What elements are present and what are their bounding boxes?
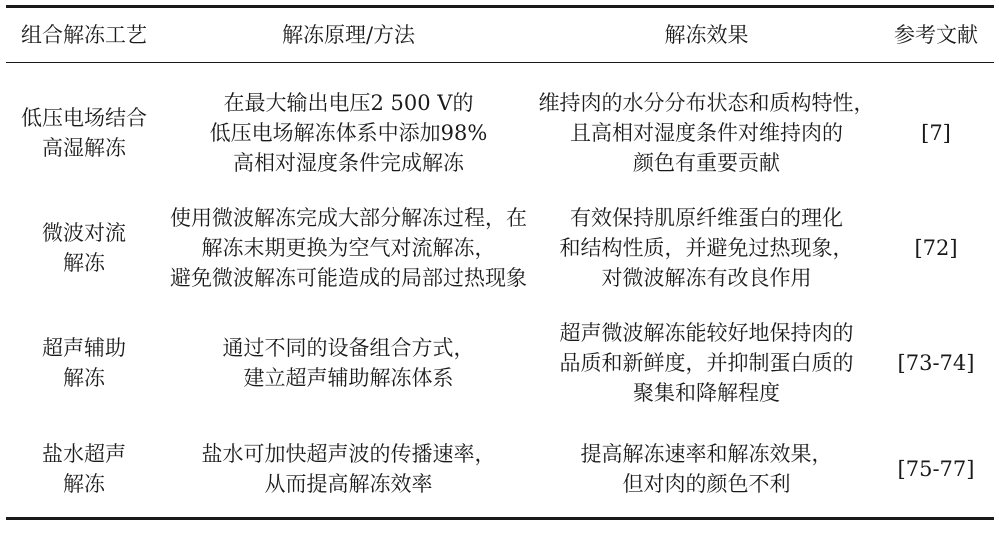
cell-line: 盐水可加快超声波的传播速率， [201,442,496,466]
cell-line: 通过不同的设备组合方式， [222,336,475,360]
cell-process [6,305,162,421]
cell-line: 超声微波解冻能较好地保持肉的 [559,321,854,345]
cell-line: 解冻 [63,472,105,496]
cell-line: 且高相对湿度条件对维持肉的 [570,121,843,145]
cell-line: 超声辅助 [42,336,126,360]
table-body [6,63,994,519]
cell-line: 高相对湿度条件完成解冻 [233,151,464,175]
cell-reference: [73-74] [897,351,975,375]
cell-line: 建立超声辅助解冻体系 [243,366,454,390]
cell-line: 和结构性质，并避免过热现象， [559,236,854,260]
cell-line: 维持肉的水分分布状态和质构特性， [538,91,875,115]
table-row [6,191,994,305]
cell-line: 品质和新鲜度，并抑制蛋白质的 [559,351,854,375]
table [6,5,994,520]
cell-method [162,191,535,305]
cell-line: 聚集和降解程度 [633,381,780,405]
cell-effect [535,191,878,305]
cell-line: 低压电场解冻体系中添加98% [209,121,488,145]
cell-method [162,63,535,192]
table-row [6,305,994,421]
cell-line: 解冻末期更换为空气对流解冻， [201,236,496,260]
cell-line: 盐水超声 [42,442,126,466]
table-header [6,7,994,63]
header-row [6,7,994,63]
header-reference: 参考文献 [878,7,994,63]
cell-line: 从而提高解冻效率 [264,472,433,496]
cell-line: 高湿解冻 [42,136,126,160]
cell-method [162,305,535,421]
cell-reference: [75-77] [878,421,994,519]
cell-line: 低压电场结合 [21,106,147,130]
header-method: 解冻原理/方法 [162,7,535,63]
cell-process [6,63,162,192]
cell-line: 提高解冻速率和解冻效果， [580,442,833,466]
cell-line: 解冻 [63,251,105,275]
cell-line: 微波对流 [42,221,126,245]
cell-process [6,191,162,305]
cell-line: 有效保持肌原纤维蛋白的理化 [570,206,843,230]
table-row [6,63,994,192]
header-process: 组合解冻工艺 [6,7,162,63]
cell-line: 但对肉的颜色不利 [622,472,791,496]
header-effect: 解冻效果 [535,7,878,63]
table-row [6,421,994,519]
cell-reference: [7] [921,121,951,145]
cell-line: 对微波解冻有改良作用 [601,266,812,290]
cell-line: 解冻 [63,366,105,390]
cell-effect [535,63,878,192]
cell-effect [535,305,878,421]
cell-process [6,421,162,519]
cell-line: 在最大输出电压2 500 V的 [223,91,474,115]
cell-reference: [72] [914,236,958,260]
cell-effect [535,421,878,519]
cell-method [162,421,535,519]
cell-line: 颜色有重要贡献 [633,151,780,175]
cell-line: 使用微波解冻完成大部分解冻过程，在 [170,206,527,230]
thawing-process-table [6,5,994,520]
cell-line: 避免微波解冻可能造成的局部过热现象 [170,266,527,290]
